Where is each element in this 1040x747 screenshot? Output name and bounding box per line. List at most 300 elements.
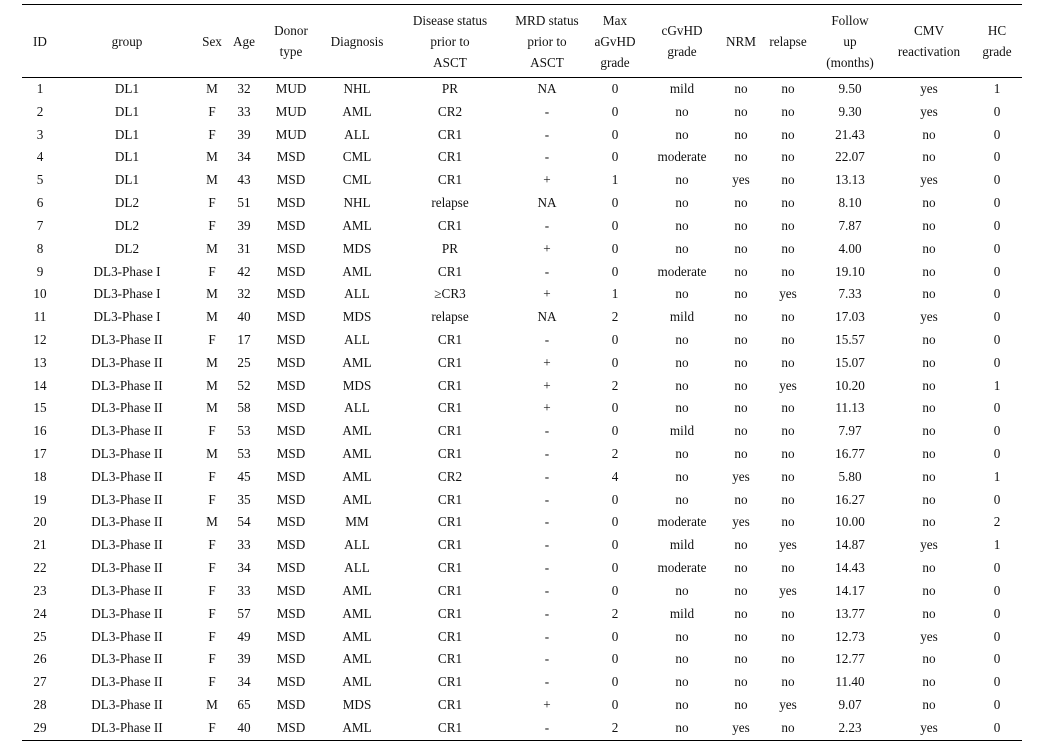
cell-cmv: no [922,400,936,416]
cell-group: DL3-Phase II [91,674,163,690]
cell-age: 40 [237,719,251,735]
cell-follow-up: 17.03 [835,309,865,325]
cell-group: DL3-Phase II [91,560,163,576]
table-row [22,511,1022,534]
cell-follow-up: 10.20 [835,377,865,393]
cell-sex: F [208,217,216,233]
cell-follow-up: 21.43 [835,126,865,142]
cell-disease-status: PR [441,81,459,96]
cell-disease-status: CR1 [437,514,463,530]
cell-follow-up: 15.07 [835,354,865,370]
cell-cgvhd: no [675,286,689,302]
cell-relapse: no [781,514,795,530]
cell-cgvhd: moderate [657,514,707,530]
cell-id: 14 [33,377,47,393]
cell-mrd-status: - [544,103,550,119]
cell-max-agvhd: 0 [611,195,619,211]
cell-follow-up: 9.50 [838,81,862,96]
cell-id: 25 [33,628,47,644]
cell-cgvhd: mild [669,537,695,553]
cell-mrd-status: NA [537,81,557,96]
cell-age: 43 [237,172,251,188]
cell-hc-grade: 0 [993,560,1001,576]
cell-hc-grade: 0 [993,446,1001,461]
cell-donor-type: MSD [276,719,306,735]
cell-cmv: no [922,126,936,142]
cell-follow-up: 14.43 [835,560,865,576]
cell-disease-status: CR1 [437,149,463,165]
col-donor-type-header: Donor type [274,23,308,59]
patient-characteristics-table [22,4,1022,741]
cell-hc-grade: 0 [993,103,1001,119]
cell-group: DL3-Phase II [91,377,163,393]
cell-donor-type: MSD [276,331,306,347]
cell-cmv: yes [920,309,938,325]
cell-disease-status: CR1 [437,331,463,347]
col-disease-status-header: Disease status prior to ASCT [412,12,488,70]
cell-disease-status: relapse [431,195,469,211]
cell-diagnosis: ALL [344,286,370,302]
cell-mrd-status: - [544,126,550,142]
cell-cmv: no [922,240,936,256]
cell-donor-type: MSD [276,651,306,667]
table-row [22,466,1022,489]
cell-cmv: yes [920,81,938,96]
cell-follow-up: 7.33 [838,286,862,302]
cell-follow-up: 12.77 [835,651,865,667]
cell-mrd-status: - [544,217,550,233]
cell-age: 34 [237,560,251,576]
cell-group: DL2 [114,240,140,256]
cell-diagnosis: AML [342,651,372,667]
cell-sex: F [208,560,216,576]
cell-relapse: no [781,491,795,507]
cell-max-agvhd: 1 [611,286,619,302]
cell-cmv: yes [920,172,938,188]
cell-cgvhd: no [675,217,689,233]
table-row [22,671,1022,694]
cell-diagnosis: AML [342,446,372,461]
cell-cmv: no [922,377,936,393]
cell-disease-status: CR1 [437,491,463,507]
cell-disease-status: CR1 [437,674,463,690]
cell-donor-type: MSD [276,468,306,484]
table-row [22,626,1022,649]
cell-nrm: no [734,696,748,712]
cell-max-agvhd: 2 [611,377,619,393]
cell-cmv: no [922,696,936,712]
cell-cmv: no [922,468,936,484]
cell-disease-status: CR1 [437,377,463,393]
cell-donor-type: MSD [276,149,306,165]
cell-group: DL3-Phase I [93,309,161,325]
cell-follow-up: 9.30 [838,103,862,119]
cell-sex: F [208,674,216,690]
cell-cmv: yes [920,103,938,119]
table-row [22,329,1022,352]
cell-max-agvhd: 0 [611,240,619,256]
cell-sex: M [206,81,218,96]
cell-donor-type: MSD [276,491,306,507]
cell-cmv: yes [920,719,938,735]
cell-nrm: no [734,195,748,211]
cell-hc-grade: 0 [993,719,1001,735]
cell-group: DL1 [114,103,140,119]
cell-hc-grade: 1 [993,537,1001,553]
cell-relapse: no [781,605,795,621]
cell-donor-type: MSD [276,423,306,439]
cell-mrd-status: + [543,354,551,370]
cell-group: DL3-Phase II [91,400,163,416]
cell-nrm: no [734,240,748,256]
cell-mrd-status: - [544,719,550,735]
cell-group: DL3-Phase II [91,605,163,621]
cell-diagnosis: MDS [342,240,372,256]
col-nrm-header: NRM [725,33,757,49]
cell-hc-grade: 0 [993,582,1001,598]
cell-group: DL1 [114,172,140,188]
col-age-header: Age [233,33,255,49]
cell-diagnosis: AML [342,491,372,507]
cell-relapse: no [781,560,795,576]
cell-donor-type: MSD [276,560,306,576]
cell-id: 3 [36,126,44,142]
cell-disease-status: CR2 [437,103,463,119]
cell-cgvhd: no [675,195,689,211]
cell-sex: M [206,354,218,370]
cell-hc-grade: 1 [993,377,1001,393]
cell-nrm: no [734,309,748,325]
cell-sex: F [208,605,216,621]
cell-mrd-status: + [543,240,551,256]
cell-cgvhd: no [675,103,689,119]
cell-id: 15 [33,400,47,416]
cell-hc-grade: 0 [993,126,1001,142]
cell-max-agvhd: 0 [611,514,619,530]
cell-nrm: yes [732,468,750,484]
cell-group: DL3-Phase I [93,286,161,302]
cell-sex: M [206,377,218,393]
cell-nrm: no [734,423,748,439]
cell-id: 6 [36,195,44,211]
cell-disease-status: CR1 [437,560,463,576]
table-row [22,101,1022,124]
cell-nrm: no [734,651,748,667]
cell-donor-type: MSD [276,400,306,416]
cell-max-agvhd: 0 [611,423,619,439]
cell-diagnosis: AML [342,468,372,484]
cell-cgvhd: moderate [657,560,707,576]
cell-disease-status: PR [441,240,459,256]
cell-follow-up: 10.00 [835,514,865,530]
table-row [22,146,1022,169]
col-id-header: ID [33,33,47,49]
cell-follow-up: 16.77 [835,446,865,461]
cell-follow-up: 2.23 [838,719,862,735]
cell-cmv: no [922,674,936,690]
cell-follow-up: 13.77 [835,605,865,621]
cell-diagnosis: AML [342,103,372,119]
cell-max-agvhd: 0 [611,696,619,712]
cell-sex: M [206,514,218,530]
cell-hc-grade: 0 [993,423,1001,439]
cell-age: 32 [237,81,251,96]
cell-cgvhd: no [675,354,689,370]
cell-id: 21 [33,537,47,553]
cell-id: 9 [36,263,44,279]
cell-hc-grade: 0 [993,696,1001,712]
cell-age: 34 [237,674,251,690]
table-row [22,124,1022,147]
col-hc-grade-header: HC grade [982,23,1012,59]
cell-id: 27 [33,674,47,690]
cell-id: 11 [33,309,47,325]
col-mrd-status-header: MRD status prior to ASCT [515,12,579,70]
cell-disease-status: CR1 [437,651,463,667]
cell-nrm: no [734,400,748,416]
cell-sex: F [208,331,216,347]
cell-follow-up: 22.07 [835,149,865,165]
cell-diagnosis: MDS [342,377,372,393]
col-cgvhd-header: cGvHD grade [661,23,703,59]
cell-diagnosis: AML [342,719,372,735]
table-row [22,717,1022,740]
table-row [22,283,1022,306]
cell-max-agvhd: 0 [611,651,619,667]
cell-hc-grade: 0 [993,400,1001,416]
cell-age: 53 [237,423,251,439]
cell-max-agvhd: 0 [611,537,619,553]
cell-max-agvhd: 2 [611,446,619,461]
cell-cgvhd: no [675,628,689,644]
cell-nrm: no [734,81,748,96]
cell-cmv: no [922,423,936,439]
cell-diagnosis: AML [342,263,372,279]
cell-disease-status: CR1 [437,423,463,439]
cell-cgvhd: no [675,172,689,188]
cell-age: 57 [237,605,251,621]
cell-group: DL2 [114,195,140,211]
cell-group: DL3-Phase II [91,331,163,347]
col-diagnosis-header: Diagnosis [330,33,384,49]
cell-donor-type: MUD [275,81,307,96]
cell-cgvhd: no [675,240,689,256]
cell-max-agvhd: 0 [611,217,619,233]
cell-relapse: no [781,195,795,211]
cell-cmv: no [922,651,936,667]
cell-group: DL1 [114,126,140,142]
cell-donor-type: MSD [276,446,306,461]
cell-hc-grade: 0 [993,331,1001,347]
header-row [22,5,1022,78]
cell-max-agvhd: 0 [611,582,619,598]
cell-diagnosis: ALL [344,331,370,347]
cell-cgvhd: no [675,582,689,598]
cell-donor-type: MSD [276,582,306,598]
cell-group: DL3-Phase II [91,354,163,370]
cell-max-agvhd: 0 [611,491,619,507]
cell-max-agvhd: 4 [611,468,619,484]
cell-nrm: no [734,103,748,119]
cell-group: DL3-Phase II [91,491,163,507]
cell-diagnosis: ALL [344,126,370,142]
cell-nrm: no [734,605,748,621]
cell-follow-up: 7.97 [838,423,862,439]
cell-group: DL3-Phase II [91,514,163,530]
cell-donor-type: MUD [275,103,307,119]
cell-hc-grade: 0 [993,240,1001,256]
cell-max-agvhd: 2 [611,605,619,621]
cell-cmv: no [922,149,936,165]
cell-cgvhd: no [675,696,689,712]
cell-max-agvhd: 0 [611,263,619,279]
cell-disease-status: CR1 [437,628,463,644]
cell-cgvhd: no [675,468,689,484]
cell-mrd-status: - [544,423,550,439]
col-follow-up-header: Follow up (months) [826,12,874,70]
cell-sex: F [208,263,216,279]
cell-cgvhd: no [675,491,689,507]
cell-cgvhd: no [675,674,689,690]
table-row [22,420,1022,443]
cell-cmv: no [922,331,936,347]
cell-disease-status: CR1 [437,605,463,621]
cell-follow-up: 12.73 [835,628,865,644]
cell-max-agvhd: 0 [611,149,619,165]
cell-mrd-status: + [543,286,551,302]
cell-cgvhd: no [675,651,689,667]
cell-nrm: no [734,377,748,393]
cell-group: DL3-Phase II [91,423,163,439]
cell-relapse: yes [779,537,797,553]
cell-diagnosis: MDS [342,309,372,325]
cell-nrm: no [734,263,748,279]
cell-cmv: no [922,354,936,370]
cell-follow-up: 5.80 [838,468,862,484]
cell-follow-up: 11.40 [835,674,865,690]
cell-follow-up: 8.10 [838,195,862,211]
cell-disease-status: CR1 [437,217,463,233]
cell-mrd-status: - [544,674,550,690]
cell-mrd-status: - [544,605,550,621]
cell-cmv: no [922,560,936,576]
cell-id: 29 [33,719,47,735]
cell-nrm: no [734,286,748,302]
cell-hc-grade: 0 [993,605,1001,621]
cell-disease-status: CR1 [437,126,463,142]
cell-max-agvhd: 0 [611,331,619,347]
cell-max-agvhd: 0 [611,103,619,119]
cell-id: 18 [33,468,47,484]
cell-sex: F [208,195,216,211]
cell-age: 51 [237,195,251,211]
cell-donor-type: MSD [276,628,306,644]
cell-group: DL1 [114,81,140,96]
cell-nrm: no [734,446,748,461]
cell-donor-type: MSD [276,674,306,690]
cell-cmv: no [922,263,936,279]
cell-age: 49 [237,628,251,644]
cell-follow-up: 11.13 [835,400,865,416]
cell-follow-up: 14.17 [835,582,865,598]
cell-sex: F [208,491,216,507]
cell-age: 33 [237,103,251,119]
table-row [22,375,1022,398]
table-row [22,603,1022,626]
cell-id: 4 [36,149,44,165]
cell-mrd-status: + [543,696,551,712]
cell-hc-grade: 0 [993,195,1001,211]
table-body [22,78,1022,741]
cell-sex: F [208,423,216,439]
cell-donor-type: MSD [276,263,306,279]
cell-disease-status: CR1 [437,400,463,416]
cell-max-agvhd: 0 [611,628,619,644]
cell-id: 23 [33,582,47,598]
cell-relapse: no [781,126,795,142]
cell-cgvhd: no [675,446,689,461]
cell-nrm: no [734,674,748,690]
cell-nrm: yes [732,172,750,188]
cell-follow-up: 19.10 [835,263,865,279]
cell-relapse: yes [779,696,797,712]
cell-mrd-status: - [544,514,550,530]
cell-max-agvhd: 2 [611,309,619,325]
cell-hc-grade: 0 [993,309,1001,325]
cell-sex: M [206,696,218,712]
table-row [22,238,1022,261]
cell-hc-grade: 1 [993,81,1001,96]
cell-hc-grade: 0 [993,674,1001,690]
cell-hc-grade: 0 [993,651,1001,667]
cell-hc-grade: 2 [993,514,1001,530]
cell-diagnosis: AML [342,354,372,370]
table-row [22,489,1022,512]
cell-donor-type: MSD [276,537,306,553]
cell-sex: F [208,468,216,484]
table-row [22,648,1022,671]
cell-max-agvhd: 0 [611,400,619,416]
cell-relapse: no [781,674,795,690]
cell-sex: F [208,103,216,119]
cell-age: 39 [237,126,251,142]
cell-nrm: no [734,354,748,370]
table-row [22,443,1022,466]
cell-id: 5 [36,172,44,188]
cell-id: 19 [33,491,47,507]
cell-max-agvhd: 0 [611,126,619,142]
col-max-agvhd-header: Max aGvHD grade [594,12,636,70]
cell-sex: M [206,446,218,461]
cell-id: 26 [33,651,47,667]
cell-disease-status: ≥CR3 [434,286,466,302]
cell-relapse: yes [779,377,797,393]
cell-nrm: no [734,560,748,576]
cell-relapse: no [781,331,795,347]
cell-age: 32 [237,286,251,302]
cell-group: DL3-Phase II [91,696,163,712]
cell-follow-up: 9.07 [838,696,862,712]
cell-mrd-status: + [543,172,551,188]
cell-cmv: yes [920,537,938,553]
cell-relapse: no [781,651,795,667]
cell-nrm: no [734,491,748,507]
cell-id: 2 [36,103,44,119]
cell-mrd-status: - [544,651,550,667]
cell-age: 33 [237,537,251,553]
col-relapse-header: relapse [769,33,807,49]
cell-cgvhd: mild [669,81,695,96]
